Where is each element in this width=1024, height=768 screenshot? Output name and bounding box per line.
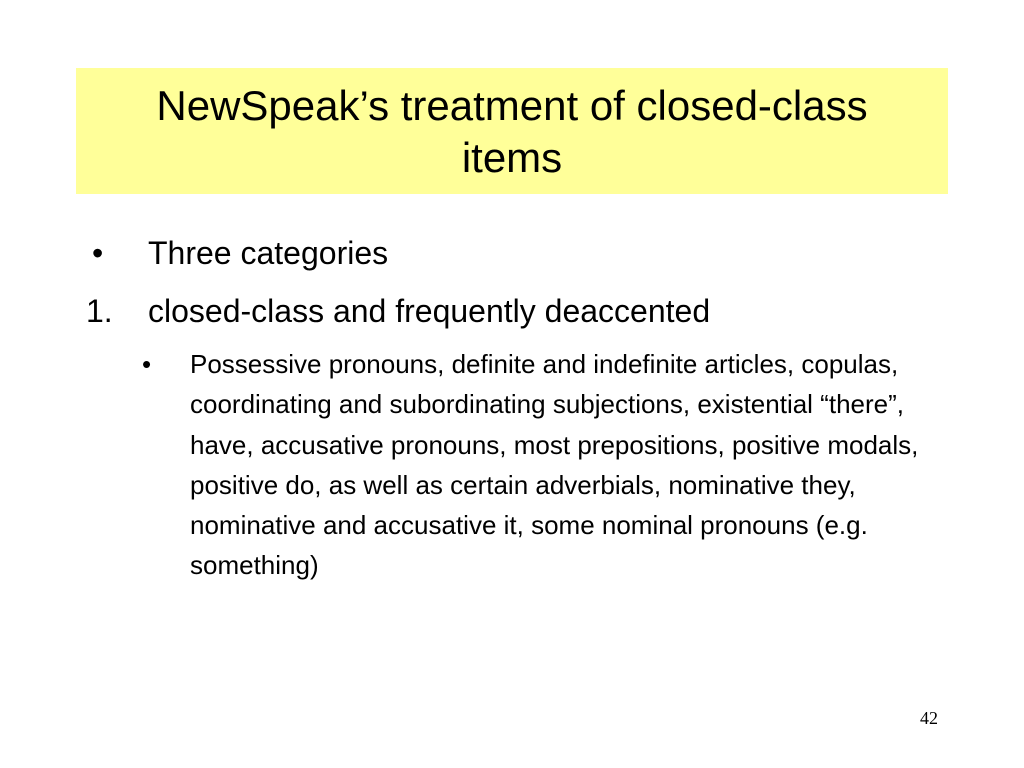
slide-title-box bbox=[76, 68, 948, 194]
sub-bullet-marker: • bbox=[142, 349, 152, 379]
bullet-three-categories: Three categories bbox=[148, 235, 389, 271]
numbered-marker: 1. bbox=[86, 293, 113, 329]
bullet-marker: • bbox=[92, 235, 104, 271]
slide-title: NewSpeak’s treatment of closed-class items bbox=[156, 82, 868, 181]
category-item-closed-class: closed-class and frequently deaccented bbox=[148, 293, 711, 329]
page-number: 42 bbox=[920, 708, 938, 728]
sub-bullet-possessive-pronouns: Possessive pronouns, definite and indefinite articles, copulas, coordinating and subordinating subjections, existential “there”, have, accusative pronouns, most prepositions, positive modals, positive do, as well as certain adverbials, nominative they, nominative and accusative it, some nominal pronouns (e.g. something) bbox=[190, 349, 919, 581]
